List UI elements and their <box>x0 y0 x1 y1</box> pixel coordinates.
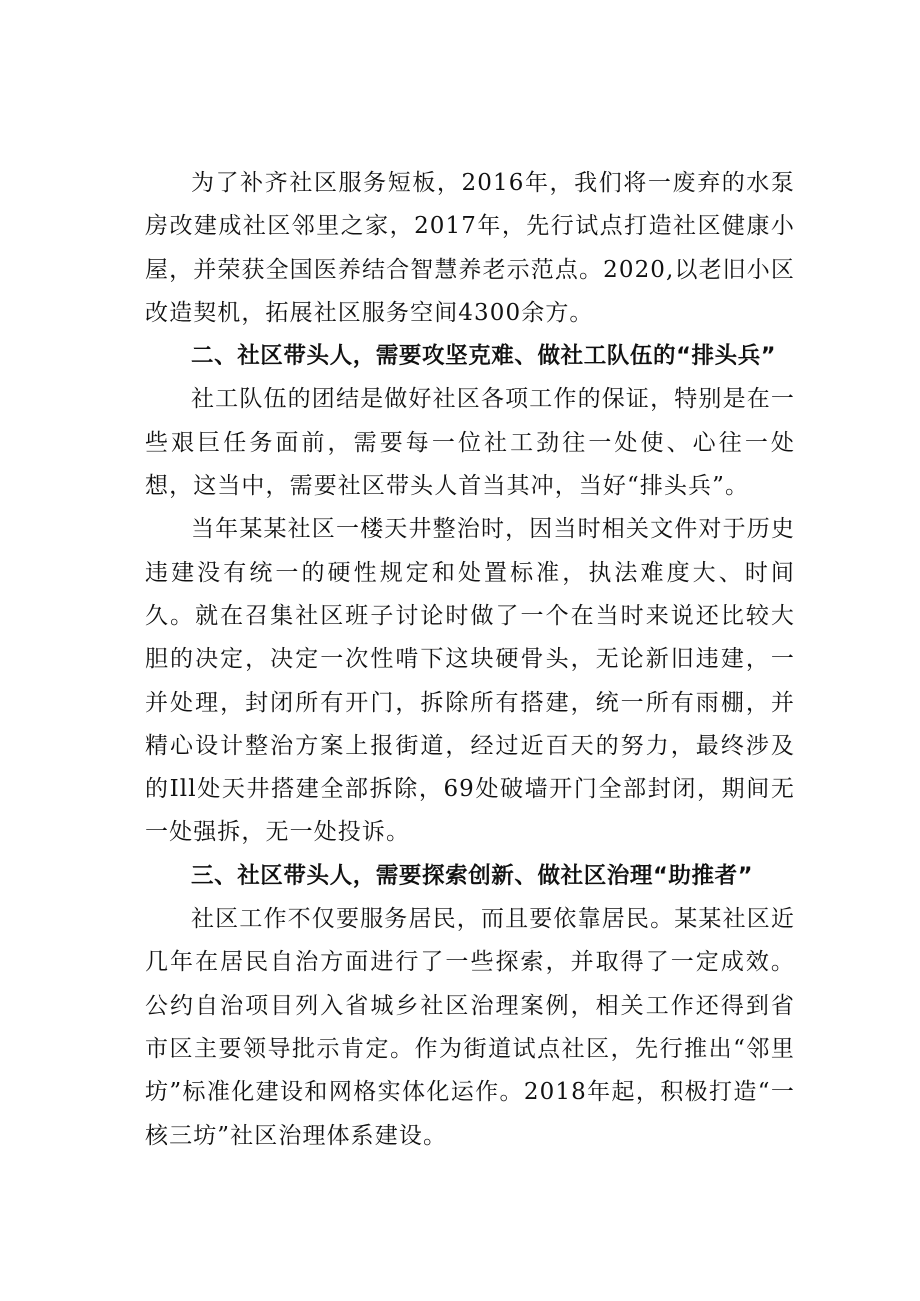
paragraph-resident-autonomy: 社区工作不仅要服务居民，而且要依靠居民。某某社区近几年在居民自治方面进行了一些探索，并取得了一定成效。公约自治项目列入省城乡社区治理案例，相关工作还得到省市区主要领导批示肯定。作为街道试点社区，先行推出“邻里坊”标准化建设和网格实体化运作。2018年起，积极打造“一核三坊”社区治理体系建设。 <box>145 906 795 1149</box>
paragraph-team-unity: 社工队伍的团结是做好社区各项工作的保证，特别是在一些艰巨任务面前，需要每一位社工劲往一处使、心往一处想，这当中，需要社区带头人首当其冲，当好“排头兵”。 <box>145 386 795 500</box>
section-heading-three: 三、社区带头人，需要探索创新、做社区治理“助推者” <box>191 862 754 889</box>
section-heading-two: 二、社区带头人，需要攻坚克难、做社工队伍的“排头兵” <box>191 343 777 370</box>
paragraph-courtyard-renovation: 当年某某社区一楼天井整治时，因当时相关文件对于历史违建没有统一的硬性规定和处置标准，执法难度大、时间久。就在召集社区班子讨论时做了一个在当时来说还比较大胆的决定，决定一次性啃下这块硬骨头，无论新旧违建，一并处理，封闭所有开门，拆除所有搭建，统一所有雨棚，并精心设计整治方案上报街道，经过近百天的努力，最终涉及的Ill处天井搭建全部拆除，69处破墙开门全部封闭，期间无一处强拆，无一处投诉。 <box>145 516 795 846</box>
paragraph-community-services: 为了补齐社区服务短板，2016年，我们将一废弃的水泵房改建成社区邻里之家，2017年，先行试点打造社区健康小屋，并荣获全国医养结合智慧养老示范点。2020,以老旧小区改造契机，拓展社区服务空间4300余方。 <box>145 170 795 326</box>
document-body <box>145 162 795 1158</box>
